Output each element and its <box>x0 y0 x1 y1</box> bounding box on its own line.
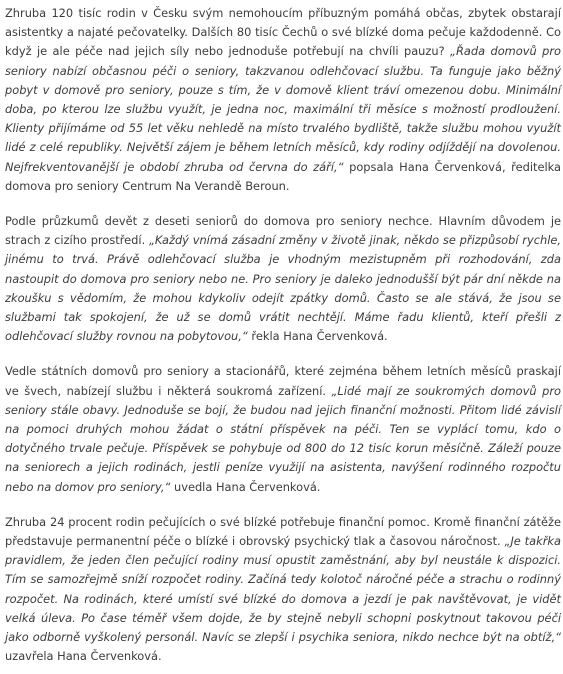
paragraph-2-quote: „Každý vnímá zásadní změny v životě jinak, někdo se přizpůsobí rychle, jinému to trvá. Právě odlehčovací služba je vhodným mezistupněm při rozhodování, zda nastoupit do domova pro seniory nebo ne. Pro seniory je daleko jednodušší být pár dní někde na zkoušku s vědomím, že mohou kdykoliv odejít zpátky domů. Často se ale stává, že jsou se službami tak spokojení, že už se domů vrátit nechtějí. Máme řadu klientů, kteří přešli z odlehčovací služby rovnou na pobytovou,“ <box>5 233 561 344</box>
paragraph-1-attribution: popsala Hana Červenková, ředitelka domova pro seniory Centrum Na Verandě Beroun. <box>5 159 561 193</box>
paragraph-4-quote: „Je takřka pravidlem, že jeden člen pečující rodiny musí opustit zaměstnání, aby byl neustále k dispozici. Tím se samozřejmě sníží rozpočet rodiny. Začíná tedy kolotoč náročné péče a strachu o rodinný rozpočet. Na rodinách, které umístí své blízké do domova a jezdí je pak navštěvovat, je vidět velká úleva. Po čase téměř všem dojde, že by stejně nebyli schopni poskytnout takovou péči jako odborně vyškolený personál. Navíc se zlepší i psychika seniora, nikdo nechce být na obtíž,“ <box>5 534 561 645</box>
article-paragraph-2 <box>5 212 561 346</box>
paragraph-3-text: Vedle státních domovů pro seniory a stacionářů, které zejména během letních měsíců praskají ve švech, nabízejí službu i některá soukromá zařízení. <box>5 364 561 398</box>
article-paragraph-3 <box>5 362 561 496</box>
paragraph-2-text: Podle průzkumů devět z deseti seniorů do domova pro seniory nechce. Hlavním důvodem je strach z cizího prostředí. <box>5 214 561 248</box>
paragraph-1-text: Zhruba 120 tisíc rodin v Česku svým nemohoucím příbuzným pomáhá občas, zbytek obstarají asistentky a najaté pečovatelky. Dalších 80 tisíc Čechů o své blízké doma pečuje každodenně. Co když je ale péče nad jejich síly nebo jednoduše potřebují na chvíli pauzu? <box>5 6 561 59</box>
article-paragraph-4 <box>5 513 561 667</box>
paragraph-4-attribution: uzavřela Hana Červenková. <box>5 649 162 664</box>
paragraph-2-attribution: řekla Hana Červenková. <box>247 329 388 344</box>
article-paragraph-1 <box>5 4 561 196</box>
paragraph-4-text: Zhruba 24 procent rodin pečujících o své blízké potřebuje finanční pomoc. Kromě finanční zátěže představuje permanentní péče o blízké i obrovský psychický tlak a časovou náročnost. <box>5 514 561 549</box>
paragraph-3-attribution: uvedla Hana Červenková. <box>170 479 321 494</box>
paragraph-3-quote: „Lidé mají ze soukromých domovů pro seniory stále obavy. Jednoduše se bojí, že budou nad jejich finanční možnosti. Přitom lidé závislí na pomoci druhých mohou žádat o státní příspěvek na péči. Ten se vyplácí tomu, kdo o dotyčného trvale pečuje. Příspěvek se pohybuje od 800 do 12 tisíc korun měsíčně. Záleží pouze na seniorech a jejich rodinách, jestli peníze využijí na asistenta, navýšení rodinného rozpočtu nebo na domov pro seniory,“ <box>5 383 561 494</box>
paragraph-1-quote: „Řada domovů pro seniory nabízí občasnou péči o seniory, takzvanou odlehčovací službu. Ta funguje jako běžný pobyt v domově pro seniory, pouze s tím, že v domově klient tráví omezenou dobu. Minimální doba, po kterou lze službu využít, je jedna noc, maximální tři měsíce s možností prodloužení. Klienty přijímáme od 55 let věku nehledě na místo trvalého bydliště, takže službu mohou využít lidé z celé republiky. Největší zájem je během letních měsíců, kdy rodiny odjíždějí na dovolenou. Nejfrekventovanější je období zhruba od června do září,“ <box>5 44 561 174</box>
